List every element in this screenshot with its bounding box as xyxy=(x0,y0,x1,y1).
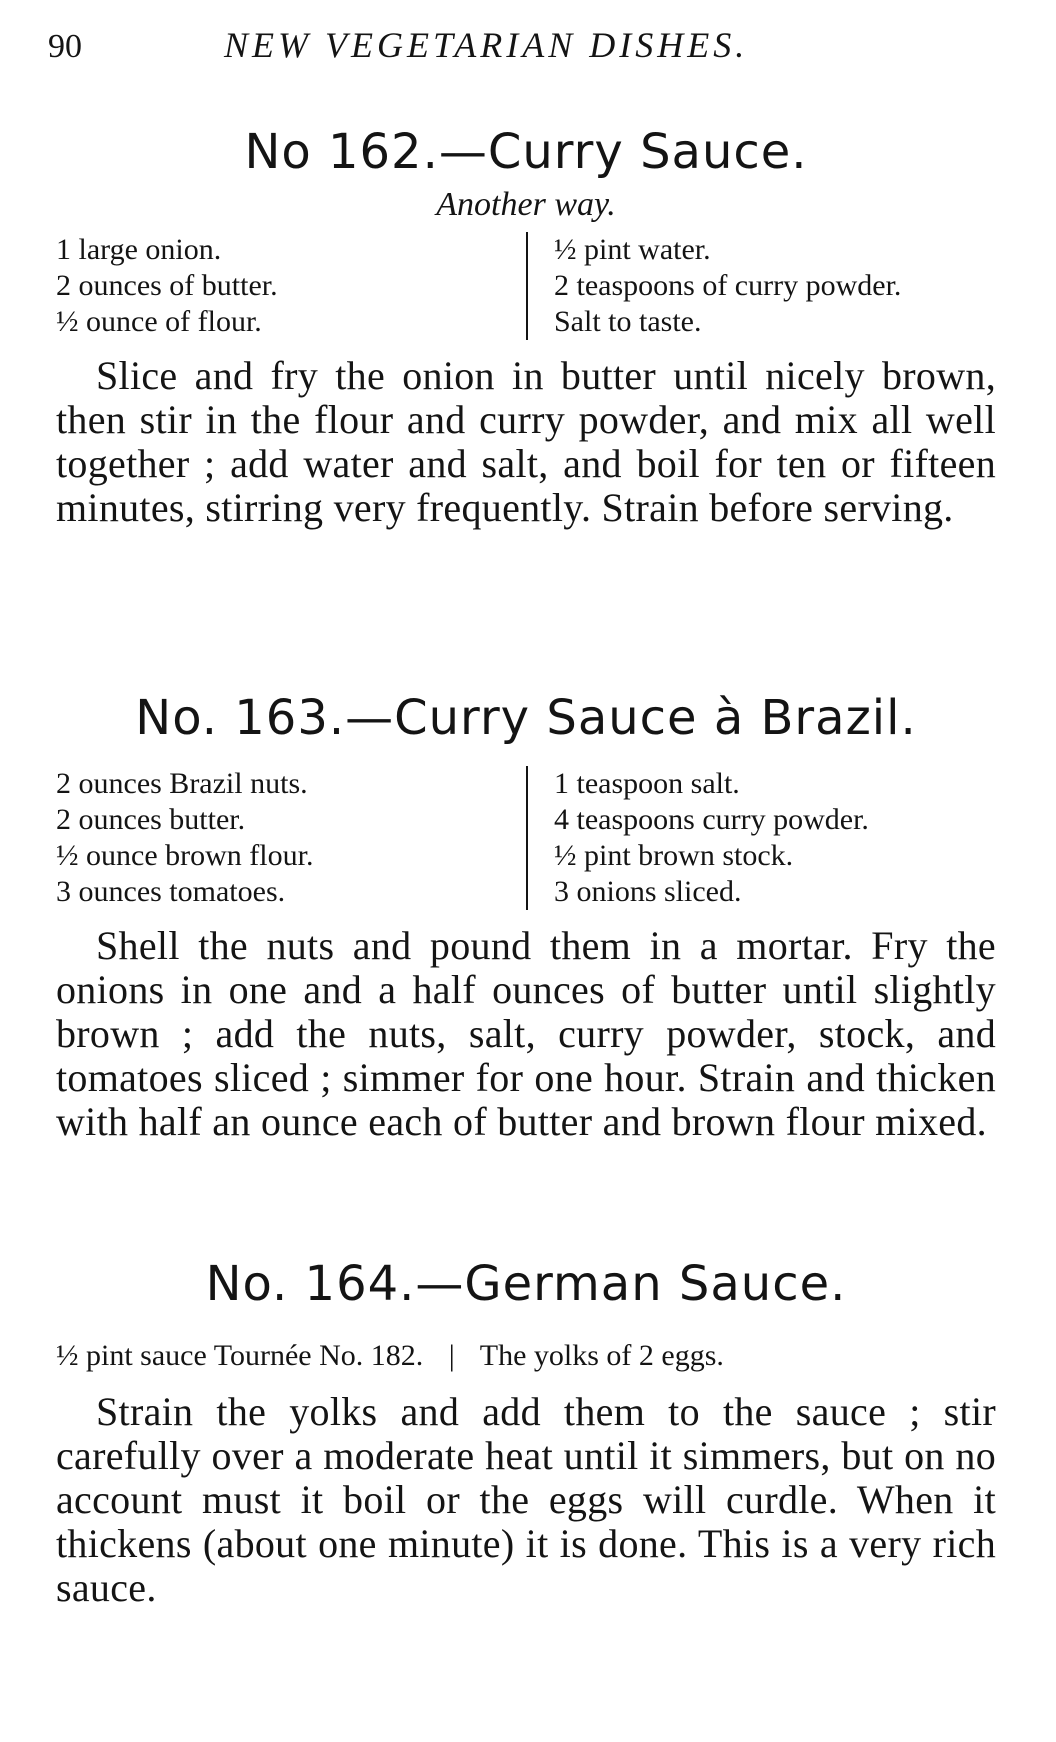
running-head xyxy=(48,20,948,70)
ingredient-item: Salt to taste. xyxy=(554,305,702,338)
recipe-title: No 162.—Curry Sauce. xyxy=(244,124,808,180)
ingredients xyxy=(56,232,996,340)
ingredients-right-column xyxy=(526,232,901,340)
recipe-subtitle: Another way. xyxy=(436,186,616,223)
fraction: ½ xyxy=(56,305,79,338)
ingredient-item: ½ ounce brown flour. xyxy=(56,839,314,872)
ingredients-left-column xyxy=(56,766,518,910)
recipe-instructions: Strain the yolks and add them to the sauce ; stir carefully over a moderate heat until it simmers, but on no account must it boil or the eggs will curdle. When it thickens (about one minute) it is done. This is a very rich sauce. xyxy=(56,1389,996,1610)
ingredient-item: 2 ounces Brazil nuts. xyxy=(56,767,308,800)
fraction: ½ xyxy=(554,233,577,266)
recipe-title: No. 164.—German Sauce. xyxy=(205,1256,847,1312)
ingredients xyxy=(56,766,996,910)
fraction: ½ xyxy=(554,839,577,872)
running-title: NEW VEGETARIAN DISHES. xyxy=(224,25,749,65)
ingredient-item: pint sauce Tournée No. 182. xyxy=(86,1339,424,1372)
ingredient-item: 4 teaspoons curry powder. xyxy=(554,803,869,836)
recipe-164 xyxy=(56,1254,996,1610)
fraction: ½ xyxy=(56,839,79,872)
recipe-instructions: Shell the nuts and pound them in a mortar. Fry the onions in one and a half ounces of butter until slightly brown ; add the nuts, salt, curry powder, stock, and tomatoes sliced ; simmer for one hour. Strain and thicken with half an ounce each of butter and brown flour mixed. xyxy=(56,923,996,1144)
ingredient-item: ½ pint water. xyxy=(554,233,711,266)
ingredient-item: 2 ounces butter. xyxy=(56,803,246,836)
ingredient-item: 1 large onion. xyxy=(56,233,222,266)
ingredient-item: 1 teaspoon salt. xyxy=(554,767,740,800)
page-number: 90 xyxy=(48,28,82,65)
ingredients-inline xyxy=(56,1336,996,1376)
ingredient-item: 3 onions sliced. xyxy=(554,875,742,908)
recipe-instructions: Slice and fry the onion in butter until nicely brown, then stir in the flour and curry powder, and mix all well together ; add water and salt, and boil for ten or fifteen minutes, stirring very frequently. Strain before serving. xyxy=(56,353,996,530)
recipe-162 xyxy=(56,122,996,530)
ingredients-left-column xyxy=(56,232,518,340)
fraction: ½ xyxy=(56,1339,79,1372)
ingredient-item: ½ pint brown stock. xyxy=(554,839,794,872)
recipe-title: No. 163.—Curry Sauce à Brazil. xyxy=(135,690,917,746)
recipe-163 xyxy=(56,688,996,1144)
ingredient-divider: | xyxy=(448,1339,455,1372)
ingredient-item: ½ ounce of flour. xyxy=(56,305,262,338)
ingredient-item: 2 teaspoons of curry powder. xyxy=(554,269,902,302)
ingredient-item: 2 ounces of butter. xyxy=(56,269,278,302)
ingredients-right-column xyxy=(526,766,869,910)
ingredient-item: 3 ounces tomatoes. xyxy=(56,875,286,908)
ingredient-item: The yolks of 2 eggs. xyxy=(479,1339,724,1372)
